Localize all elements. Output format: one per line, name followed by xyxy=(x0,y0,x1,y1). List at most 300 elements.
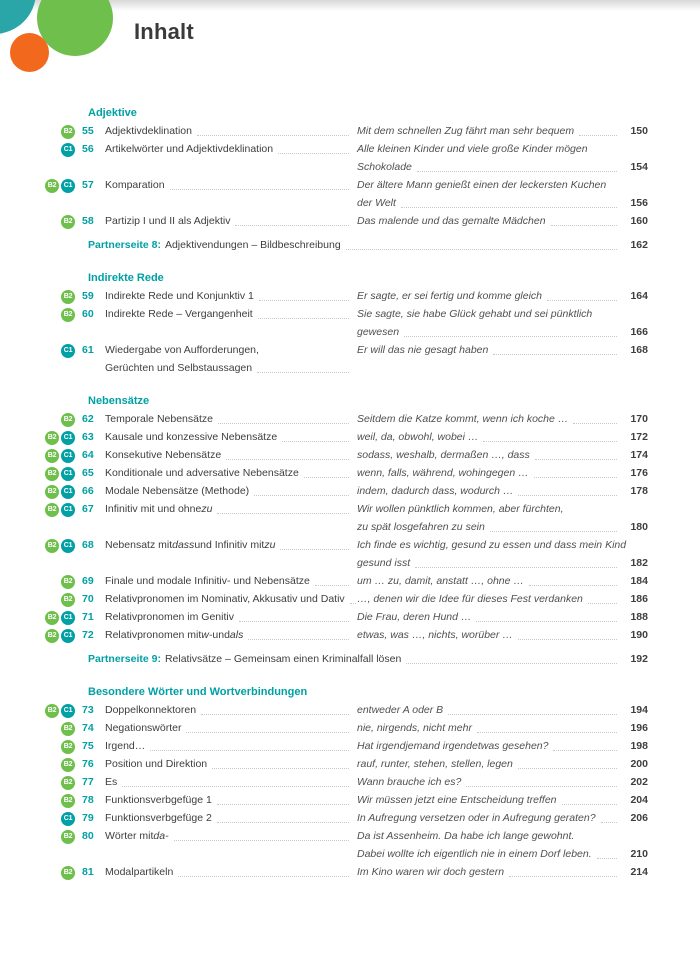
example-text: In Aufregung versetzen oder in Aufregung geraten? xyxy=(357,812,596,824)
example-line xyxy=(357,791,648,809)
example-text: Dabei wollte ich eigentlich nie in einem Dorf leben. xyxy=(357,848,592,860)
chapter-title-line: Gerüchten und Selbstaussagen xyxy=(105,359,352,377)
level-badge-c1: C1 xyxy=(61,143,75,157)
example-line xyxy=(357,410,648,428)
level-badges xyxy=(44,626,78,643)
example-line xyxy=(357,590,648,608)
example-line xyxy=(357,773,648,791)
example-line xyxy=(357,608,648,626)
example-text: Der ältere Mann genießt einen der leckersten Kuchen xyxy=(357,179,607,191)
level-badge-b2: B2 xyxy=(45,503,59,517)
example-line xyxy=(357,158,648,176)
chapter-title xyxy=(105,719,357,737)
level-badge-b2: B2 xyxy=(61,866,75,880)
level-badge-b2: B2 xyxy=(61,830,75,844)
level-badge-c1: C1 xyxy=(61,629,75,643)
dotted-leader xyxy=(509,876,617,877)
partner-page-row xyxy=(88,236,648,254)
toc-section xyxy=(44,392,648,668)
example-line xyxy=(357,737,648,755)
chapter-title-line: Negationswörter xyxy=(105,719,352,737)
toc-row xyxy=(44,464,648,482)
example-line xyxy=(357,536,648,554)
level-badges xyxy=(44,140,78,157)
chapter-title-line: Es xyxy=(105,773,352,791)
level-badge-b2: B2 xyxy=(61,593,75,607)
chapter-number: 62 xyxy=(82,413,94,425)
dotted-leader xyxy=(417,171,617,172)
page-number: 194 xyxy=(630,704,648,716)
page-number: 176 xyxy=(630,467,648,479)
toc-section xyxy=(44,104,648,254)
toc-row xyxy=(44,410,648,428)
chapter-number: 79 xyxy=(82,812,94,824)
example-column xyxy=(357,446,648,464)
dotted-leader xyxy=(178,876,349,877)
example-column xyxy=(357,572,648,590)
example-line xyxy=(357,140,648,158)
toc-row xyxy=(44,608,648,626)
chapter-title xyxy=(105,122,357,140)
level-badge-c1: C1 xyxy=(61,503,75,517)
level-badges xyxy=(44,809,78,826)
example-column xyxy=(357,410,648,428)
toc-row xyxy=(44,176,648,212)
dotted-leader xyxy=(483,441,617,442)
chapter-title xyxy=(105,446,357,464)
dotted-leader xyxy=(315,585,349,586)
level-badge-b2: B2 xyxy=(45,611,59,625)
chapter-title xyxy=(105,773,357,791)
section-heading: Nebensätze xyxy=(88,395,150,407)
chapter-number: 58 xyxy=(82,215,94,227)
level-badge-c1: C1 xyxy=(61,449,75,463)
dotted-leader xyxy=(518,768,617,769)
dotted-leader xyxy=(239,621,349,622)
chapter-number: 77 xyxy=(82,776,94,788)
example-column xyxy=(357,464,648,482)
page-number: 168 xyxy=(630,344,648,356)
level-badges xyxy=(44,410,78,427)
example-column xyxy=(357,827,648,863)
toc-content xyxy=(44,104,648,896)
example-line xyxy=(357,464,648,482)
level-badge-c1: C1 xyxy=(61,539,75,553)
chapter-title-line: Finale und modale Infinitiv- und Nebensätze xyxy=(105,572,352,590)
dotted-leader xyxy=(257,372,349,373)
example-line xyxy=(357,428,648,446)
chapter-title-line: Adjektivdeklination xyxy=(105,122,352,140)
chapter-number: 76 xyxy=(82,758,94,770)
example-column xyxy=(357,626,648,644)
example-column xyxy=(357,608,648,626)
example-line xyxy=(357,719,648,737)
example-column xyxy=(357,428,648,446)
chapter-title-line: Funktionsverbgefüge 2 xyxy=(105,809,352,827)
example-line xyxy=(357,446,648,464)
example-text: Wir wollen pünktlich kommen, aber fürchten, xyxy=(357,503,564,515)
example-line xyxy=(357,845,648,863)
level-badge-c1: C1 xyxy=(61,467,75,481)
example-text: Er will das nie gesagt haben xyxy=(357,344,489,356)
chapter-title xyxy=(105,176,357,194)
example-column xyxy=(357,863,648,881)
dotted-leader xyxy=(535,459,617,460)
toc-row xyxy=(44,590,648,608)
page-number: 184 xyxy=(630,575,648,587)
dotted-leader xyxy=(350,603,356,604)
example-line xyxy=(357,755,648,773)
example-text: Das malende und das gemalte Mädchen xyxy=(357,215,546,227)
level-badges xyxy=(44,428,78,445)
dotted-leader xyxy=(218,423,349,424)
chapter-number: 64 xyxy=(82,449,94,461)
level-badges xyxy=(44,122,78,139)
chapter-title-line: Temporale Nebensätze xyxy=(105,410,352,428)
level-badges xyxy=(44,500,78,517)
page-number: 210 xyxy=(630,848,648,860)
dotted-leader xyxy=(122,786,349,787)
chapter-title-line: Relativpronomen im Nominativ, Akkusativ und Dativ xyxy=(105,590,352,608)
example-text: zu spät losgefahren zu sein xyxy=(357,521,485,533)
chapter-title-line: Nebensatz mit dass und Infinitiv mit zu xyxy=(105,536,352,554)
chapter-title-line: Modalpartikeln xyxy=(105,863,352,881)
level-badges xyxy=(44,464,78,481)
example-line xyxy=(357,701,648,719)
example-text: …, denen wir die Idee für dieses Fest verdanken xyxy=(357,593,583,605)
example-line xyxy=(357,176,648,194)
chapter-title xyxy=(105,608,357,626)
toc-section xyxy=(44,269,648,377)
example-line xyxy=(357,194,648,212)
partner-page-label: Partnerseite 8: xyxy=(88,239,161,251)
example-column xyxy=(357,482,648,500)
level-badge-b2: B2 xyxy=(61,575,75,589)
level-badges xyxy=(44,608,78,625)
dotted-leader xyxy=(415,567,617,568)
toc-row xyxy=(44,305,648,341)
dotted-leader xyxy=(248,639,349,640)
chapter-number: 56 xyxy=(82,143,94,155)
chapter-number: 67 xyxy=(82,503,94,515)
example-column xyxy=(357,773,648,791)
example-column xyxy=(357,755,648,773)
example-column xyxy=(357,737,648,755)
page-number: 166 xyxy=(630,326,648,338)
dotted-leader xyxy=(235,225,349,226)
dotted-leader xyxy=(477,732,617,733)
chapter-title xyxy=(105,140,357,158)
dotted-leader xyxy=(197,135,349,136)
dotted-leader xyxy=(406,663,617,664)
chapter-number: 73 xyxy=(82,704,94,716)
chapter-title xyxy=(105,212,357,230)
page-number: 206 xyxy=(630,812,648,824)
page-number: 150 xyxy=(630,125,648,137)
level-badge-c1: C1 xyxy=(61,485,75,499)
toc-row xyxy=(44,428,648,446)
dotted-leader xyxy=(174,840,349,841)
level-badges xyxy=(44,287,78,304)
dotted-leader xyxy=(170,189,349,190)
chapter-title-line: Position und Direktion xyxy=(105,755,352,773)
chapter-number: 63 xyxy=(82,431,94,443)
page-number: 214 xyxy=(630,866,648,878)
chapter-title xyxy=(105,410,357,428)
level-badges xyxy=(44,536,78,553)
chapter-title xyxy=(105,536,357,554)
level-badge-b2: B2 xyxy=(61,758,75,772)
example-column xyxy=(357,719,648,737)
example-line xyxy=(357,554,648,572)
dotted-leader xyxy=(201,714,349,715)
dotted-leader xyxy=(401,207,617,208)
toc-row xyxy=(44,572,648,590)
example-column xyxy=(357,122,648,140)
chapter-number: 70 xyxy=(82,593,94,605)
partner-page-label: Partnerseite 9: xyxy=(88,653,161,665)
chapter-title xyxy=(105,464,357,482)
level-badges xyxy=(44,773,78,790)
example-line xyxy=(357,323,648,341)
decor-circle-orange xyxy=(10,33,49,72)
dotted-leader xyxy=(254,495,349,496)
page-number: 182 xyxy=(630,557,648,569)
example-text: nie, nirgends, nicht mehr xyxy=(357,722,472,734)
level-badges xyxy=(44,701,78,718)
toc-row xyxy=(44,755,648,773)
example-column xyxy=(357,500,648,536)
chapter-title xyxy=(105,428,357,446)
example-line xyxy=(357,500,648,518)
dotted-leader xyxy=(562,804,617,805)
toc-row xyxy=(44,863,648,881)
dotted-leader xyxy=(282,441,349,442)
dotted-leader xyxy=(280,549,349,550)
chapter-number: 78 xyxy=(82,794,94,806)
section-heading: Adjektive xyxy=(88,107,137,119)
page-number: 154 xyxy=(630,161,648,173)
level-badges xyxy=(44,590,78,607)
toc-row xyxy=(44,536,648,572)
dotted-leader xyxy=(588,603,617,604)
dotted-leader xyxy=(304,477,349,478)
chapter-title-line: Irgend… xyxy=(105,737,352,755)
level-badges xyxy=(44,791,78,808)
page-number: 204 xyxy=(630,794,648,806)
chapter-title xyxy=(105,500,357,518)
example-text: weil, da, obwohl, wobei … xyxy=(357,431,479,443)
example-text: Wir müssen jetzt eine Entscheidung treffen xyxy=(357,794,557,806)
level-badge-b2: B2 xyxy=(45,467,59,481)
chapter-title xyxy=(105,701,357,719)
example-text: Alle kleinen Kinder und viele große Kinder mögen xyxy=(357,143,588,155)
chapter-title xyxy=(105,590,357,608)
level-badge-c1: C1 xyxy=(61,431,75,445)
chapter-number: 72 xyxy=(82,629,94,641)
toc-row xyxy=(44,446,648,464)
page-number: 162 xyxy=(630,239,648,251)
page-number: 198 xyxy=(630,740,648,752)
chapter-title xyxy=(105,287,357,305)
toc-row xyxy=(44,791,648,809)
level-badge-b2: B2 xyxy=(45,704,59,718)
chapter-title-line: Komparation xyxy=(105,176,352,194)
level-badges xyxy=(44,827,78,844)
chapter-title xyxy=(105,341,357,377)
example-line xyxy=(357,518,648,536)
level-badges xyxy=(44,719,78,736)
example-text: indem, dadurch dass, wodurch … xyxy=(357,485,514,497)
chapter-title xyxy=(105,626,357,644)
decor-circle-teal xyxy=(0,0,36,34)
dotted-leader xyxy=(553,750,617,751)
toc-row xyxy=(44,122,648,140)
dotted-leader xyxy=(259,300,349,301)
dotted-leader xyxy=(579,135,617,136)
partner-page-text: Adjektivendungen – Bildbeschreibung xyxy=(164,239,341,251)
example-line xyxy=(357,809,648,827)
toc-row xyxy=(44,773,648,791)
level-badges xyxy=(44,446,78,463)
chapter-title-line: Artikelwörter und Adjektivdeklination xyxy=(105,140,352,158)
level-badge-b2: B2 xyxy=(61,794,75,808)
example-line xyxy=(357,305,648,323)
chapter-title-line: Kausale und konzessive Nebensätze xyxy=(105,428,352,446)
level-badge-c1: C1 xyxy=(61,611,75,625)
toc-row xyxy=(44,719,648,737)
dotted-leader xyxy=(217,804,349,805)
toc-row xyxy=(44,809,648,827)
level-badges xyxy=(44,572,78,589)
toc-row xyxy=(44,701,648,719)
toc-row xyxy=(44,140,648,176)
chapter-number: 66 xyxy=(82,485,94,497)
example-column xyxy=(357,305,648,341)
level-badge-b2: B2 xyxy=(61,215,75,229)
dotted-leader xyxy=(226,459,349,460)
level-badges xyxy=(44,737,78,754)
level-badge-b2: B2 xyxy=(61,740,75,754)
example-text: Mit dem schnellen Zug fährt man sehr bequem xyxy=(357,125,575,137)
dotted-leader xyxy=(490,531,617,532)
level-badges xyxy=(44,341,78,358)
example-text: Da ist Assenheim. Da habe ich lange gewohnt. xyxy=(357,830,575,842)
dotted-leader xyxy=(186,732,349,733)
chapter-title-line: Funktionsverbgefüge 1 xyxy=(105,791,352,809)
chapter-title xyxy=(105,737,357,755)
level-badge-c1: C1 xyxy=(61,344,75,358)
level-badge-b2: B2 xyxy=(45,179,59,193)
example-text: wenn, falls, während, wohingegen … xyxy=(357,467,529,479)
example-column xyxy=(357,212,648,230)
example-line xyxy=(357,827,648,845)
toc-row xyxy=(44,341,648,377)
level-badge-b2: B2 xyxy=(61,413,75,427)
page-number: 200 xyxy=(630,758,648,770)
example-column xyxy=(357,791,648,809)
example-line xyxy=(357,287,648,305)
partner-page-row xyxy=(88,650,648,668)
example-line xyxy=(357,863,648,881)
chapter-title xyxy=(105,482,357,500)
example-column xyxy=(357,287,648,305)
page-number: 170 xyxy=(630,413,648,425)
page-number: 190 xyxy=(630,629,648,641)
level-badge-c1: C1 xyxy=(61,812,75,826)
dotted-leader xyxy=(573,423,617,424)
toc-row xyxy=(44,827,648,863)
page-title: Inhalt xyxy=(134,19,194,44)
example-column xyxy=(357,809,648,827)
dotted-leader xyxy=(601,822,617,823)
dotted-leader xyxy=(476,621,617,622)
level-badge-b2: B2 xyxy=(45,431,59,445)
example-text: entweder A oder B xyxy=(357,704,444,716)
level-badges xyxy=(44,863,78,880)
chapter-title-line: Konditionale und adversative Nebensätze xyxy=(105,464,352,482)
chapter-title xyxy=(105,827,357,845)
level-badge-b2: B2 xyxy=(61,776,75,790)
chapter-number: 60 xyxy=(82,308,94,320)
level-badge-b2: B2 xyxy=(61,290,75,304)
example-line xyxy=(357,122,648,140)
level-badge-b2: B2 xyxy=(61,722,75,736)
chapter-title xyxy=(105,863,357,881)
dotted-leader xyxy=(212,768,349,769)
dotted-leader xyxy=(346,249,617,250)
toc-section xyxy=(44,683,648,881)
toc-row xyxy=(44,737,648,755)
chapter-number: 71 xyxy=(82,611,94,623)
page-number: 160 xyxy=(630,215,648,227)
page-number: 188 xyxy=(630,611,648,623)
example-column xyxy=(357,590,648,608)
example-text: sodass, weshalb, dermaßen …, dass xyxy=(357,449,530,461)
dotted-leader xyxy=(493,354,617,355)
example-line xyxy=(357,212,648,230)
chapter-number: 57 xyxy=(82,179,94,191)
toc-row xyxy=(44,500,648,536)
page-number: 180 xyxy=(630,521,648,533)
level-badge-b2: B2 xyxy=(45,449,59,463)
chapter-number: 80 xyxy=(82,830,94,842)
level-badges xyxy=(44,755,78,772)
example-column xyxy=(357,536,648,572)
chapter-number: 65 xyxy=(82,467,94,479)
example-text: um … zu, damit, anstatt …, ohne … xyxy=(357,575,524,587)
page-number: 196 xyxy=(630,722,648,734)
dotted-leader xyxy=(217,822,349,823)
example-text: rauf, runter, stehen, stellen, legen xyxy=(357,758,513,770)
chapter-number: 68 xyxy=(82,539,94,551)
example-text: Schokolade xyxy=(357,161,412,173)
level-badge-c1: C1 xyxy=(61,179,75,193)
page-number: 172 xyxy=(630,431,648,443)
chapter-title-line: Wörter mit da- xyxy=(105,827,352,845)
chapter-title xyxy=(105,305,357,323)
chapter-title-line: Modale Nebensätze (Methode) xyxy=(105,482,352,500)
level-badges xyxy=(44,176,78,193)
level-badges xyxy=(44,305,78,322)
level-badge-b2: B2 xyxy=(45,629,59,643)
dotted-leader xyxy=(448,714,617,715)
example-line xyxy=(357,572,648,590)
dotted-leader xyxy=(466,786,617,787)
dotted-leader xyxy=(551,225,617,226)
chapter-title-line: Relativpronomen im Genitiv xyxy=(105,608,352,626)
level-badge-c1: C1 xyxy=(61,704,75,718)
